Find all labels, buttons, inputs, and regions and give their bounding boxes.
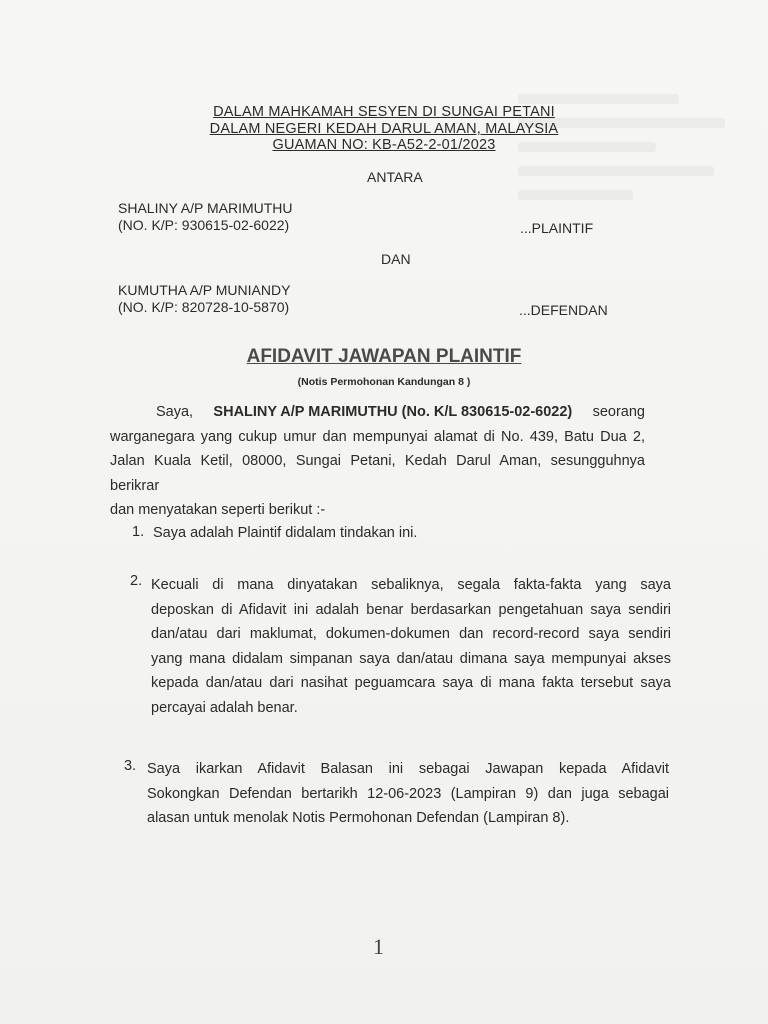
item-2-line-3: dan/atau dari maklumat, dokumen-dokumen dan record-record saya sendiri <box>151 626 671 642</box>
item-3-line-3: alasan untuk menolak Notis Permohonan Defendan (Lampiran 8). <box>147 810 570 826</box>
document-subtitle: (Notis Permohonan Kandungan 8 ) <box>297 376 471 388</box>
item-2-line-5: kepada dan/atau dari nasihat peguamcara saya di mana fakta tersebut saya <box>151 675 671 691</box>
antara-label: ANTARA <box>367 169 423 185</box>
dan-label: DAN <box>381 251 411 267</box>
court-header-line3 <box>0 137 768 153</box>
item-number-1: 1. <box>132 524 145 540</box>
intro-line-4: dan menyatakan seperti berikut :- <box>110 502 326 518</box>
document-title <box>0 346 768 368</box>
court-name: DALAM MAHKAMAH SESYEN DI SUNGAI PETANI <box>213 104 555 120</box>
item-3-text <box>147 757 669 831</box>
defendant-role: ...DEFENDAN <box>519 302 608 318</box>
intro-saya: Saya, <box>156 404 194 420</box>
defendant-ic: (NO. K/P: 820728-10-5870) <box>118 299 290 315</box>
item-2-line-6: percayai adalah benar. <box>151 699 298 716</box>
item-number-3: 3. <box>124 758 137 774</box>
document-title-text: AFIDAVIT JAWAPAN PLAINTIF <box>246 346 522 367</box>
item-2-line-4: yang mana didalam simpanan saya dan/atau dimana saya mempunyai akses <box>151 650 671 667</box>
plaintiff-role: ...PLAINTIF <box>520 220 594 236</box>
plaintiff-name: SHALINY A/P MARIMUTHU <box>118 200 293 216</box>
intro-line-3: Jalan Kuala Ketil, 08000, Sungai Petani, Kedah Darul Aman, sesungguhnya berikrar <box>110 453 645 494</box>
court-header-line1 <box>0 104 768 120</box>
item-number-2: 2. <box>130 573 143 589</box>
item-3-line-2: Sokongkan Defendan bertarikh 12-06-2023 (Lampiran 9) dan juga sebagai <box>147 785 669 802</box>
item-1-text <box>153 521 673 546</box>
plaintiff-ic: (NO. K/P: 930615-02-6022) <box>118 217 290 233</box>
court-state: DALAM NEGERI KEDAH DARUL AMAN, MALAYSIA <box>209 121 559 137</box>
page-number: 1 <box>373 934 384 959</box>
item-2-line-1: Kecuali di mana dinyatakan sebaliknya, segala fakta-fakta yang saya <box>151 577 671 593</box>
item-2-line-2: deposkan di Afidavit ini adalah benar berdasarkan pengetahuan saya sendiri <box>151 601 671 618</box>
item-2-text <box>151 573 671 720</box>
case-number: GUAMAN NO: KB-A52-2-01/2023 <box>272 137 496 153</box>
defendant-name: KUMUTHA A/P MUNIANDY <box>118 282 291 298</box>
deponent-name-bold: SHALINY A/P MARIMUTHU (No. K/L 830615-02-6022) <box>213 404 573 420</box>
item-3-line-1: Saya ikarkan Afidavit Balasan ini sebagai Jawapan kepada Afidavit <box>147 761 669 777</box>
intro-paragraph <box>110 400 645 523</box>
court-header-line2 <box>0 121 768 137</box>
intro-line1-rest: seorang <box>592 404 645 420</box>
item-1-line-1: Saya adalah Plaintif didalam tindakan ini. <box>153 525 418 541</box>
intro-line-2: warganegara yang cukup umur dan mempunyai alamat di No. 439, Batu Dua 2, <box>110 428 645 445</box>
intro-line-1 <box>110 400 645 425</box>
